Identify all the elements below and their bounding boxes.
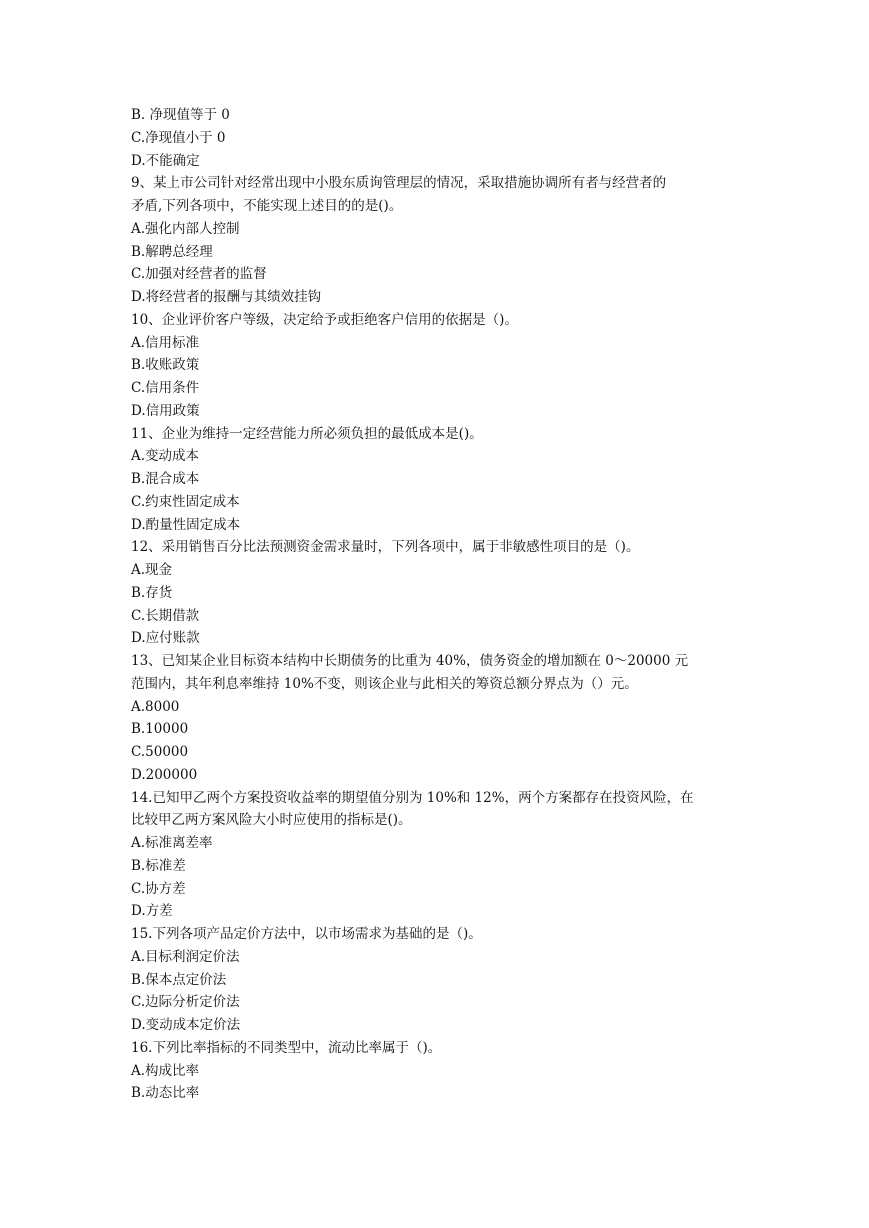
option-line: A.变动成本 [131,448,200,465]
question-stem: 10、企业评价客户等级，决定给予或拒绝客户信用的依据是（)。 [131,311,518,328]
option-line: B.保本点定价法 [131,971,227,988]
question-11 [131,423,771,537]
question-13 [131,650,771,787]
option-line: C.边际分析定价法 [131,994,240,1011]
question-stem: 9、某上市公司针对经常出现中小股东质询管理层的情况，采取措施协调所有者与经营者的 [131,175,667,192]
option-line: C.净现值小于 0 [131,129,226,146]
question-stem: 16.下列比率指标的不同类型中，流动比率属于（)。 [131,1039,442,1056]
option-line: A.构成比率 [131,1062,200,1079]
option-line: C.50000 [131,744,189,760]
option-line: D.不能确定 [131,152,200,169]
question-10 [131,309,771,423]
document-page [131,104,771,1105]
option-line: D.应付账款 [131,630,200,647]
question-stem: 11、企业为维持一定经营能力所必须负担的最低成本是()。 [131,425,483,442]
option-line: C.加强对经营者的监督 [131,266,267,283]
question-16 [131,1037,771,1105]
option-line: B.标准差 [131,857,186,874]
question-stem: 14.已知甲乙两个方案投资收益率的期望值分别为 10%和 12%，两个方案都存在投资风险，在 [131,789,694,806]
option-line: B.存货 [131,584,173,601]
question-14 [131,787,771,924]
question-stem: 15.下列各项产品定价方法中，以市场需求为基础的是（)。 [131,926,482,942]
option-line: C.协方差 [131,880,186,897]
option-line: B.10000 [131,721,189,738]
option-line: A.目标利润定价法 [131,948,240,965]
question-stem: 比较甲乙两方案风险大小时应使用的指标是()。 [131,812,412,829]
question-stem: 12、采用销售百分比法预测资金需求量时，下列各项中，属于非敏感性项目的是（)。 [131,539,640,556]
option-line: C.信用条件 [131,380,200,396]
question-stem: 矛盾,下列各项中，不能实现上述目的的是()。 [131,198,403,214]
option-line: A.强化内部人控制 [131,220,240,237]
option-line: C.约束性固定成本 [131,493,240,510]
option-line: B.动态比率 [131,1085,200,1102]
option-line: B. 净现值等于 0 [131,107,230,123]
option-line: C.长期借款 [131,607,200,624]
option-line: A.8000 [131,698,180,715]
question-12 [131,536,771,650]
q8-remaining-options [131,104,771,172]
question-9 [131,172,771,309]
question-stem: 范围内，其年利息率维持 10%不变，则该企业与此相关的筹资总额分界点为（）元。 [131,675,638,692]
option-line: A.标准离差率 [131,835,213,851]
option-line: D.信用政策 [131,402,200,419]
option-line: D.方差 [131,903,173,920]
option-line: B.解聘总经理 [131,243,213,260]
option-line: A.现金 [131,562,173,578]
option-line: D.变动成本定价法 [131,1017,241,1033]
option-line: D.200000 [131,766,198,783]
question-stem: 13、已知某企业目标资本结构中长期债务的比重为 40%，债务资金的增加额在 0～20000 元 [131,653,689,669]
option-line: B.混合成本 [131,471,200,487]
option-line: B.收账政策 [131,357,200,374]
option-line: A.信用标准 [131,334,200,351]
option-line: D.将经营者的报酬与其绩效挂钩 [131,289,322,305]
option-line: D.酌量性固定成本 [131,516,241,533]
question-15 [131,923,771,1037]
